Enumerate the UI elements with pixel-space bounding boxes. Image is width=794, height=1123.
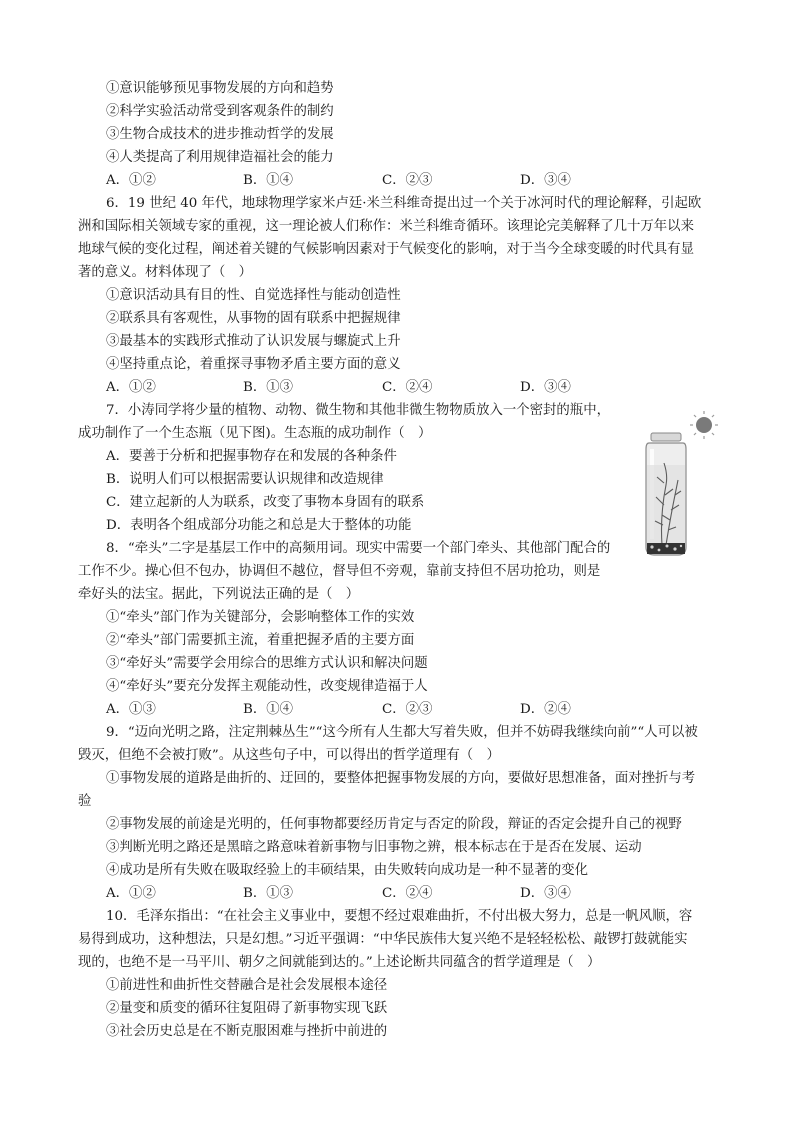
q10-stem-line-3: 现的，也绝不是一马平川、朝夕之间就能到达的。”上述论断共同蕴含的哲学道理是（ ）: [78, 955, 601, 970]
q5-option-a: A．①②: [106, 173, 156, 188]
q6-option-c: C．②④: [382, 380, 433, 395]
q8-option-b: B．①④: [243, 702, 294, 717]
q6-stem-line-2: 洲和国际相关领域专家的重视，这一理论被人们称作：米兰科维奇循环。该理论完美解释了几十万年以来: [78, 219, 694, 234]
q7-option-c: C．建立起新的人为联系，改变了事物本身固有的联系: [106, 495, 425, 510]
q6-statement-3: ③最基本的实践形式推动了认识发展与螺旋式上升: [106, 334, 401, 349]
q5-statement-3: ③生物合成技术的进步推动哲学的发展: [106, 127, 334, 142]
q7-option-a: A．要善于分析和把握事物存在和发展的各种条件: [106, 449, 397, 464]
q9-statement-1-cont: 验: [78, 794, 92, 809]
q10-statement-1: ①前进性和曲折性交替融合是社会发展根本途径: [106, 978, 388, 993]
q6-statement-2: ②联系具有客观性，从事物的固有联系中把握规律: [106, 311, 401, 326]
q6-stem-line-3: 地球气候的变化过程，阐述着关键的气候影响因素对于气候变化的影响，对于当今全球变暖的时代具有显: [78, 242, 694, 257]
eco-bottle-figure: [640, 405, 726, 565]
q8-statement-1: ①“牵头”部门作为关键部分，会影响整体工作的实效: [106, 610, 415, 625]
q8-stem-line-1: 8．“牵头”二字是基层工作中的高频用词。现实中需要一个部门牵头、其他部门配合的: [106, 541, 611, 556]
q7-stem-line-2: 成功制作了一个生态瓶（见下图)。生态瓶的成功制作（ ）: [78, 426, 432, 441]
q9-statement-1: ①事物发展的道路是曲折的、迂回的，要整体把握事物发展的方向，要做好思想准备，面对挫折与考: [106, 771, 696, 786]
q9-option-a: A．①②: [106, 886, 156, 901]
q7-option-b: B．说明人们可以根据需要认识规律和改造规律: [106, 472, 384, 487]
q8-statement-2: ②“牵头”部门需要抓主流，着重把握矛盾的主要方面: [106, 633, 415, 648]
q5-option-c: C．②③: [382, 173, 433, 188]
q8-option-d: D．②④: [520, 702, 571, 717]
sun-icon: [690, 411, 718, 439]
q6-option-b: B．①③: [243, 380, 294, 395]
q9-stem-line-1: 9．“迈向光明之路，注定荆棘丛生”“这今所有人生都大写着失败，但并不妨碍我继续向前”“人可以被: [106, 725, 698, 740]
q9-statement-2: ②事物发展的前途是光明的，任何事物都要经历肯定与否定的阶段，辩证的否定会提升自己的视野: [106, 817, 682, 832]
q6-statement-4: ④坚持重点论，着重探寻事物矛盾主要方面的意义: [106, 357, 401, 372]
q8-option-c: C．②③: [382, 702, 433, 717]
eco-bottle-illustration: [640, 405, 726, 565]
q6-statement-1: ①意识活动具有目的性、自觉选择性与能动创造性: [106, 288, 401, 303]
q10-stem-line-1: 10．毛泽东指出：“在社会主义事业中，要想不经过艰难曲折，不付出极大努力，总是一帆风顺，容: [106, 909, 693, 924]
q10-stem-line-2: 易得到成功，这种想法，只是幻想。”习近平强调：“中华民族伟大复兴绝不是轻轻松松、敲锣打鼓就能实: [78, 932, 688, 947]
q8-stem-line-3: 牵好头的法宝。据此，下列说法正确的是（ ）: [78, 587, 360, 602]
q8-option-a: A．①③: [106, 702, 156, 717]
q5-statement-4: ④人类提高了利用规律造福社会的能力: [106, 150, 334, 165]
q5-statement-1: ①意识能够预见事物发展的方向和趋势: [106, 81, 334, 96]
q6-option-a: A．①②: [106, 380, 156, 395]
q10-statement-2: ②量变和质变的循环往复阻碍了新事物实现飞跃: [106, 1001, 388, 1016]
q6-stem-line-4: 著的意义。材料体现了（ ）: [78, 265, 253, 280]
q5-statement-2: ②科学实验活动常受到客观条件的制约: [106, 104, 334, 119]
q6-stem-line-1: 6．19 世纪 40 年代，地球物理学家米卢廷·米兰科维奇提出过一个关于冰河时代的理论解释，引起欧: [106, 196, 702, 211]
q9-stem-line-2: 毁灭，但绝不会被打败”。从这些句子中，可以得出的哲学道理有（ ）: [78, 748, 500, 763]
q9-statement-4: ④成功是所有失败在吸取经验上的丰硕结果，由失败转向成功是一种不显著的变化: [106, 863, 589, 878]
q8-stem-line-2: 工作不少。操心但不包办，协调但不越位，督导但不旁观，靠前支持但不居功抢功，则是: [78, 564, 601, 579]
q10-statement-3: ③社会历史总是在不断克服困难与挫折中前进的: [106, 1024, 388, 1039]
q9-statement-3: ③判断光明之路还是黑暗之路意味着新事物与旧事物之辨，根本标志在于是否在发展、运动: [106, 840, 642, 855]
q6-option-d: D．③④: [520, 380, 571, 395]
q5-option-b: B．①④: [243, 173, 294, 188]
q9-option-b: B．①③: [243, 886, 294, 901]
q7-option-d: D．表明各个组成部分功能之和总是大于整体的功能: [106, 518, 412, 533]
q9-option-c: C．②④: [382, 886, 433, 901]
q8-statement-4: ④“牵好头”要充分发挥主观能动性，改变规律造福于人: [106, 679, 428, 694]
q7-stem-line-1: 7．小涛同学将少量的植物、动物、微生物和其他非微生物物质放入一个密封的瓶中，: [106, 403, 610, 418]
q9-option-d: D．③④: [520, 886, 571, 901]
q5-option-d: D．③④: [520, 173, 571, 188]
q8-statement-3: ③“牵好头”需要学会用综合的思维方式认识和解决问题: [106, 656, 428, 671]
